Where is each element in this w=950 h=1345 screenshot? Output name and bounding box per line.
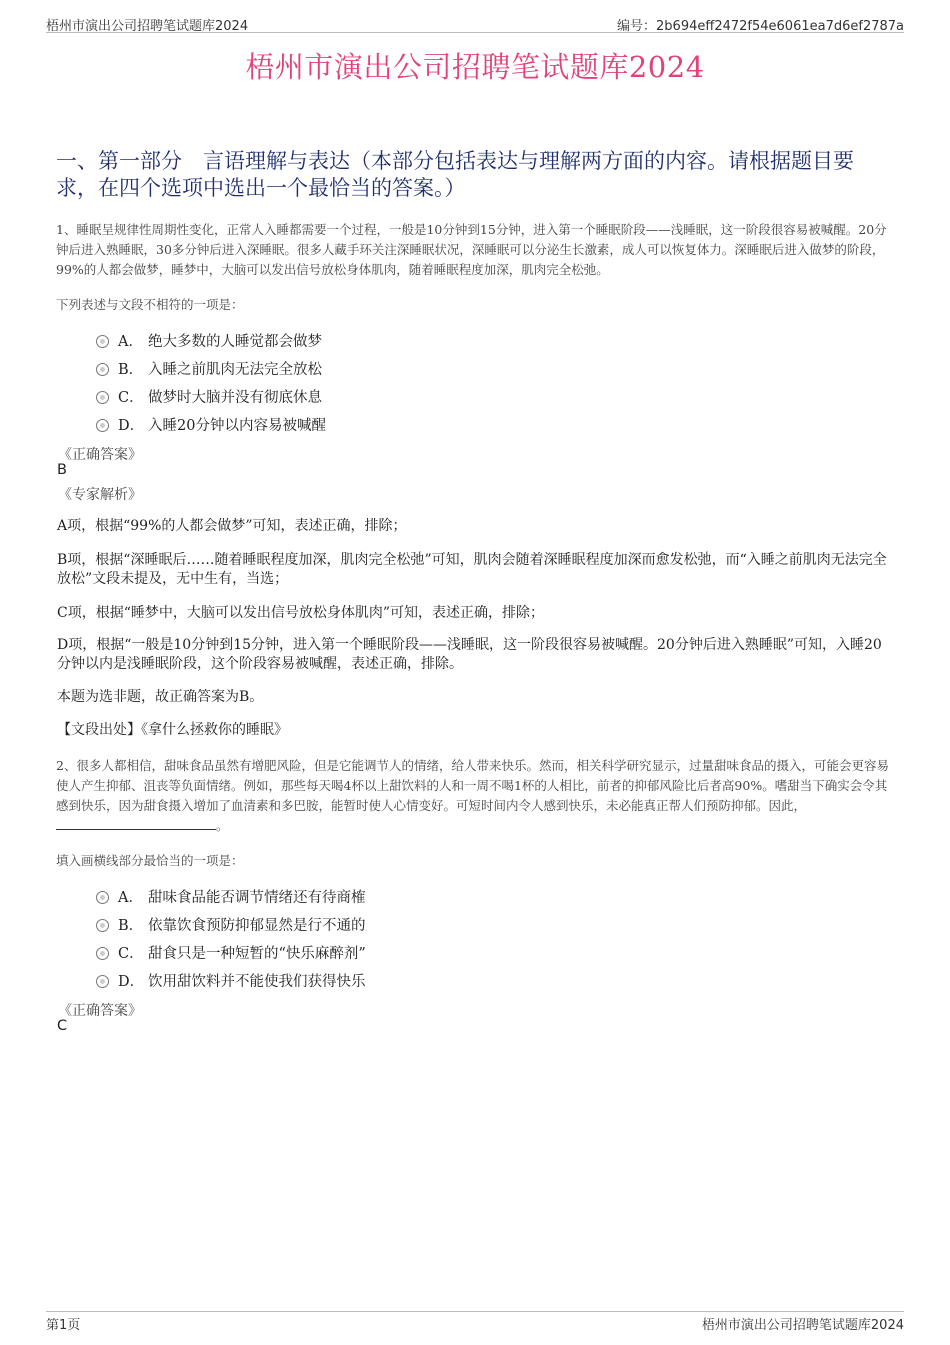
option-text: 依靠饮食预防抑郁显然是行不通的 bbox=[148, 918, 366, 934]
option-text: 入睡20分钟以内容易被喊醒 bbox=[148, 418, 326, 434]
q1-conclusion: 本题为选非题，故正确答案为B。 bbox=[57, 689, 264, 705]
option-letter: C． bbox=[118, 390, 144, 406]
q1-source: 【文段出处】《拿什么拯救你的睡眠》 bbox=[57, 722, 288, 738]
option-text: 甜食只是一种短暂的“快乐麻醉剂” bbox=[148, 946, 366, 962]
q2-passage bbox=[56, 756, 896, 836]
radio-icon[interactable] bbox=[96, 391, 109, 404]
q1-answer-label: 《正确答案》 bbox=[58, 447, 142, 463]
option-letter: B． bbox=[118, 362, 144, 378]
page-header bbox=[46, 14, 904, 33]
option-text: 入睡之前肌肉无法完全放松 bbox=[148, 362, 322, 378]
radio-icon[interactable] bbox=[96, 947, 109, 960]
option-letter: C． bbox=[118, 946, 144, 962]
page-title: 梧州市演出公司招聘笔试题库2024 bbox=[245, 50, 705, 84]
radio-icon[interactable] bbox=[96, 363, 109, 376]
option-letter: A． bbox=[118, 890, 143, 906]
header-doc-id: 编号：2b694eff2472f54e6061ea7d6ef2787a bbox=[617, 19, 904, 34]
option-letter: D． bbox=[118, 418, 145, 434]
page-number: 第1页 bbox=[46, 1318, 81, 1333]
page-footer bbox=[46, 1311, 904, 1333]
radio-icon[interactable] bbox=[96, 335, 109, 348]
option-letter: D． bbox=[118, 974, 145, 990]
q2-prompt: 填入画横线部分最恰当的一项是： bbox=[56, 853, 244, 868]
q2-answer: C bbox=[57, 1018, 68, 1034]
option-letter: A． bbox=[118, 334, 143, 350]
radio-icon[interactable] bbox=[96, 891, 109, 904]
radio-icon[interactable] bbox=[96, 419, 109, 432]
option-text: 做梦时大脑并没有彻底休息 bbox=[148, 390, 322, 406]
q1-analysis-a: A项，根据“99%的人都会做梦”可知，表述正确，排除； bbox=[57, 518, 407, 534]
q1-analysis-b: B项，根据“深睡眠后……随着睡眠程度加深，肌肉完全松弛”可知，肌肉会随着深睡眠程度加深而愈发松弛，而“入睡之前肌肉无法完全放松”文段未提及，无中生有，当选； bbox=[57, 552, 887, 587]
q1-passage: 1、睡眠呈规律性周期性变化，正常人入睡都需要一个过程，一般是10分钟到15分钟，进入第一个睡眠阶段——浅睡眠，这一阶段很容易被喊醒。20分钟后进入熟睡眠，30多分钟后进入深睡眠。很多人藏手环关注深睡眠状况，深睡眠可以分泌生长激素，成人可以恢复体力。深睡眠后进入做梦的阶段，99%的人都会做梦，睡梦中，大脑可以发出信号放松身体肌肉，随着睡眠程度加深，肌肉完全松弛。 bbox=[56, 222, 887, 277]
q1-prompt: 下列表述与文段不相符的一项是： bbox=[56, 297, 244, 312]
option-letter: B． bbox=[118, 918, 144, 934]
q1-analysis-c: C项，根据“睡梦中，大脑可以发出信号放松身体肌肉”可知，表述正确，排除； bbox=[57, 605, 545, 621]
footer-doc-title: 梧州市演出公司招聘笔试题库2024 bbox=[701, 1318, 904, 1333]
fill-blank bbox=[56, 817, 216, 830]
option-text: 甜味食品能否调节情绪还有待商榷 bbox=[148, 890, 366, 906]
radio-icon[interactable] bbox=[96, 919, 109, 932]
option-text: 饮用甜饮料并不能使我们获得快乐 bbox=[148, 974, 366, 990]
q2-passage-end: 。 bbox=[216, 818, 229, 833]
q1-analysis-d: D项，根据“一般是10分钟到15分钟，进入第一个睡眠阶段——浅睡眠，这一阶段很容易被喊醒。20分钟后进入熟睡眠”可知，入睡20分钟以内是浅睡眠阶段，这个阶段容易被喊醒，表述正确，排除。 bbox=[57, 637, 882, 672]
radio-icon[interactable] bbox=[96, 975, 109, 988]
q2-answer-label: 《正确答案》 bbox=[58, 1003, 142, 1019]
section-heading: 一、第一部分 言语理解与表达（本部分包括表达与理解两方面的内容。请根据题目要求，在四个选项中选出一个最恰当的答案。） bbox=[56, 149, 854, 200]
q2-passage-text: 2、很多人都相信，甜味食品虽然有增肥风险，但是它能调节人的情绪，给人带来快乐。然而，相关科学研究显示，过量甜味食品的摄入，可能会更容易使人产生抑郁、沮丧等负面情绪。例如，那些每天喝4杯以上甜饮料的人和一周不喝1杯的人相比，前者的抑郁风险比后者高90%。嗜甜当下确实会令其感到快乐，因为甜食摄入增加了血清素和多巴胺，能暂时使人心情变好。可短时间内令人感到快乐，未必能真正帮人们预防抑郁。因此， bbox=[56, 758, 889, 813]
option-text: 绝大多数的人睡觉都会做梦 bbox=[148, 334, 322, 350]
header-doc-title: 梧州市演出公司招聘笔试题库2024 bbox=[46, 19, 249, 34]
q1-answer: B bbox=[57, 462, 67, 478]
q1-analysis-label: 《专家解析》 bbox=[58, 487, 142, 503]
